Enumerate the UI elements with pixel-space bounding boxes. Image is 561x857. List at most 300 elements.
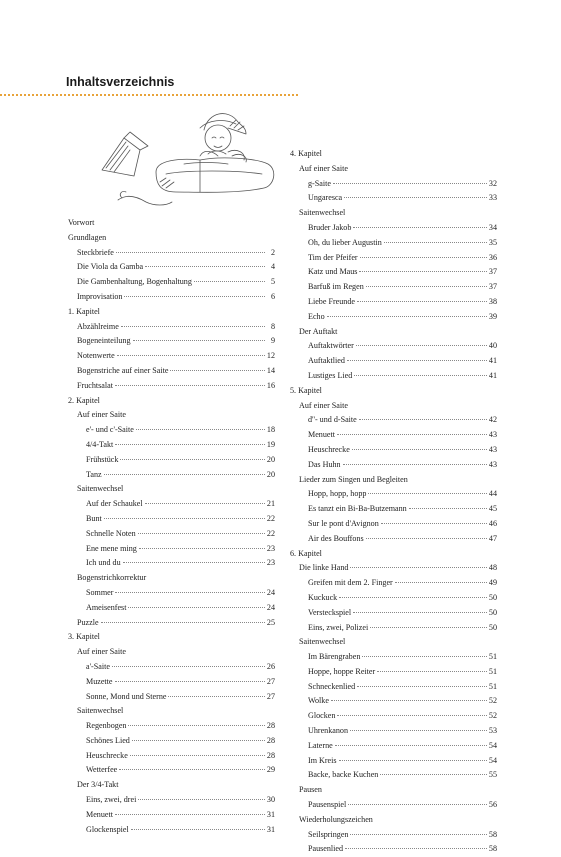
toc-entry-label: Schneckenlied — [308, 681, 356, 691]
toc-entry-label: Wiederholungszeichen — [299, 814, 373, 824]
dot-leader — [357, 686, 487, 687]
dot-leader — [368, 493, 487, 494]
toc-entry-page-number: 28 — [266, 750, 275, 760]
toc-entry — [290, 310, 497, 325]
toc-entry-page-number: 19 — [266, 439, 275, 449]
toc-entry-label: Pausenspiel — [308, 800, 347, 810]
dot-leader — [115, 592, 265, 593]
dot-leader — [380, 774, 487, 775]
toc-entry — [290, 339, 497, 354]
dot-leader — [121, 326, 265, 327]
toc-entry — [290, 458, 497, 473]
toc-entry-label: 5. Kapitel — [290, 385, 322, 395]
toc-entry-label: Auf der Schaukel — [86, 499, 143, 509]
toc-entry-label: Bruder Jakob — [308, 222, 352, 232]
toc-entry-label: Steckbriefe — [77, 247, 114, 257]
toc-entry — [290, 828, 497, 843]
toc-entry-page-number: 51 — [488, 652, 497, 662]
toc-entry-label: Hoppe, hoppe Reiter — [308, 666, 376, 676]
toc-entry-label: Bogeneinteilung — [77, 336, 131, 346]
toc-entry — [290, 473, 497, 488]
toc-entry-page-number: 55 — [488, 770, 497, 780]
dot-leader — [339, 760, 487, 761]
toc-entry — [290, 842, 497, 857]
toc-entry — [68, 423, 275, 438]
toc-entry-page-number: 54 — [488, 740, 497, 750]
toc-entry-label: 1. Kapitel — [68, 306, 100, 316]
toc-entry-label: Im Bärengraben — [308, 652, 361, 662]
dot-leader — [168, 696, 265, 697]
toc-entry-label: a'-Saite — [86, 661, 110, 671]
toc-entry-label: Sur le pont d'Avignon — [308, 518, 379, 528]
toc-entry-label: Eins, zwei, drei — [86, 795, 137, 805]
toc-entry-label: Ene mene ming — [86, 543, 137, 553]
toc-entry — [290, 680, 497, 695]
toc-entry — [68, 379, 275, 394]
toc-entry-page-number: 45 — [488, 504, 497, 514]
toc-entry-page-number: 39 — [488, 311, 497, 321]
toc-entry — [68, 334, 275, 349]
toc-entry-label: Es tanzt ein Bi-Ba-Butzemann — [308, 504, 407, 514]
toc-entry-label: Auftaktwörter — [308, 341, 354, 351]
toc-entry — [290, 547, 497, 562]
toc-entry — [68, 793, 275, 808]
toc-entry-page-number: 48 — [488, 563, 497, 573]
toc-entry-label: Heuschrecke — [308, 444, 350, 454]
dot-leader — [370, 627, 487, 628]
toc-entry-label: Air des Bouffons — [308, 533, 364, 543]
toc-entry — [68, 690, 275, 705]
toc-entry — [68, 630, 275, 645]
toc-entry-label: Der Auftakt — [299, 326, 338, 336]
toc-entry-page-number: 28 — [266, 735, 275, 745]
toc-entry-label: Ameisenfest — [86, 602, 127, 612]
toc-entry — [68, 260, 275, 275]
toc-entry-page-number: 52 — [488, 711, 497, 721]
toc-entry — [290, 443, 497, 458]
dot-leader — [145, 266, 265, 267]
toc-entry-label: Auf einer Saite — [299, 163, 348, 173]
toc-entry-page-number: 9 — [270, 336, 275, 346]
toc-entry-label: Lieder zum Singen und Begleiten — [299, 474, 408, 484]
toc-entry — [68, 527, 275, 542]
toc-entry — [68, 438, 275, 453]
dot-leader — [350, 730, 487, 731]
toc-entry-page-number: 34 — [488, 222, 497, 232]
toc-entry — [68, 571, 275, 586]
toc-entry-page-number: 5 — [270, 277, 275, 287]
dot-leader — [337, 434, 487, 435]
toc-entry-label: Menuett — [308, 430, 335, 440]
toc-entry — [290, 354, 497, 369]
toc-entry-page-number: 54 — [488, 755, 497, 765]
toc-entry — [290, 384, 497, 399]
toc-entry-page-number: 35 — [488, 237, 497, 247]
toc-entry — [68, 616, 275, 631]
toc-entry-page-number: 51 — [488, 681, 497, 691]
dot-leader — [139, 548, 265, 549]
toc-entry-page-number: 50 — [488, 607, 497, 617]
toc-entry — [68, 660, 275, 675]
dot-leader — [357, 301, 487, 302]
dot-leader — [331, 700, 487, 701]
toc-entry — [68, 734, 275, 749]
toc-entry — [290, 621, 497, 636]
toc-entry — [290, 650, 497, 665]
toc-entry — [68, 586, 275, 601]
toc-entry-page-number: 22 — [266, 513, 275, 523]
toc-entry — [68, 512, 275, 527]
toc-entry-page-number: 31 — [266, 824, 275, 834]
toc-entry-page-number: 51 — [488, 666, 497, 676]
toc-entry-label: Echo — [308, 311, 325, 321]
toc-entry-page-number: 20 — [266, 454, 275, 464]
toc-entry-page-number: 31 — [266, 809, 275, 819]
dot-leader — [366, 538, 487, 539]
toc-entry — [68, 823, 275, 838]
toc-entry — [68, 275, 275, 290]
toc-entry — [68, 808, 275, 823]
dot-leader — [347, 360, 487, 361]
dot-leader — [409, 508, 487, 509]
toc-entry-label: 6. Kapitel — [290, 548, 322, 558]
toc-entry-page-number: 42 — [488, 415, 497, 425]
toc-entry-page-number: 16 — [266, 380, 275, 390]
toc-entry-label: Puzzle — [77, 617, 99, 627]
toc-entry — [68, 305, 275, 320]
toc-entry-page-number: 26 — [266, 661, 275, 671]
toc-entry-label: Bogenstrichkorrektur — [77, 573, 147, 583]
toc-entry-page-number: 23 — [266, 558, 275, 568]
toc-entry — [290, 709, 497, 724]
toc-entry-page-number: 52 — [488, 696, 497, 706]
toc-entry — [290, 413, 497, 428]
toc-entry-page-number: 43 — [488, 430, 497, 440]
toc-entry-label: Glockenspiel — [86, 824, 129, 834]
dot-leader — [345, 848, 487, 849]
dot-leader — [362, 656, 487, 657]
toc-entry — [290, 561, 497, 576]
toc-entry-label: Barfuß im Regen — [308, 282, 364, 292]
toc-entry-page-number: 21 — [266, 499, 275, 509]
toc-entry-label: Improvisation — [77, 291, 123, 301]
toc-entry-label: Versteckspiel — [308, 607, 352, 617]
toc-entry — [68, 216, 275, 231]
toc-entry-label: Auf einer Saite — [77, 647, 126, 657]
toc-entry-page-number: 18 — [266, 425, 275, 435]
toc-entry-label: 3. Kapitel — [68, 632, 100, 642]
toc-entry — [68, 704, 275, 719]
dot-leader — [339, 597, 487, 598]
dot-leader — [348, 804, 487, 805]
dot-leader — [343, 464, 487, 465]
toc-entry-label: Hopp, hopp, hopp — [308, 489, 367, 499]
toc-entry-page-number: 49 — [488, 578, 497, 588]
dot-leader — [327, 316, 487, 317]
dot-leader — [145, 503, 265, 504]
dot-leader — [354, 375, 487, 376]
toc-entry-page-number: 50 — [488, 592, 497, 602]
toc-entry-label: Die Gambenhaltung, Bogenhaltung — [77, 277, 192, 287]
toc-entry-page-number: 44 — [488, 489, 497, 499]
dot-leader — [395, 582, 487, 583]
toc-entry-page-number: 46 — [488, 518, 497, 528]
toc-entry-page-number: 4 — [270, 262, 275, 272]
toc-entry-label: Fruchtsalat — [77, 380, 113, 390]
toc-right-column — [290, 147, 497, 857]
dot-leader — [115, 681, 265, 682]
toc-entry-label: Seilspringen — [308, 829, 349, 839]
toc-entry-page-number: 27 — [266, 676, 275, 686]
toc-entry-label: Der 3/4-Takt — [77, 780, 119, 790]
toc-entry-label: 2. Kapitel — [68, 395, 100, 405]
toc-entry-label: Saitenwechsel — [77, 706, 124, 716]
toc-entry-page-number: 24 — [266, 587, 275, 597]
dot-leader — [138, 533, 265, 534]
toc-entry — [290, 694, 497, 709]
toc-entry-page-number: 24 — [266, 602, 275, 612]
toc-entry-label: Sonne, Mond und Sterne — [86, 691, 167, 701]
toc-entry — [290, 399, 497, 414]
toc-entry-page-number: 47 — [488, 533, 497, 543]
toc-entry — [290, 325, 497, 340]
dot-leader — [133, 340, 266, 341]
toc-entry-page-number: 33 — [488, 193, 497, 203]
toc-entry-page-number: 32 — [488, 178, 497, 188]
toc-entry — [290, 265, 497, 280]
dot-leader — [104, 518, 265, 519]
dot-leader — [132, 740, 265, 741]
toc-entry-label: Grundlagen — [68, 232, 107, 242]
toc-entry — [68, 246, 275, 261]
toc-entry — [290, 783, 497, 798]
toc-entry-label: Muzette — [86, 676, 113, 686]
dot-leader — [350, 567, 487, 568]
toc-entry-page-number: 28 — [266, 721, 275, 731]
toc-entry — [290, 206, 497, 221]
toc-entry — [68, 408, 275, 423]
dot-leader — [360, 257, 487, 258]
toc-entry-label: Bogenstriche auf einer Saite — [77, 365, 169, 375]
toc-entry — [68, 468, 275, 483]
toc-entry-page-number: 53 — [488, 726, 497, 736]
toc-entry-label: Tanz — [86, 469, 102, 479]
toc-entry-label: Saitenwechsel — [299, 637, 346, 647]
toc-entry-label: Ich und du — [86, 558, 121, 568]
dot-leader — [356, 345, 487, 346]
toc-entry — [290, 591, 497, 606]
dot-leader — [194, 281, 265, 282]
toc-entry-label: Saitenwechsel — [299, 208, 346, 218]
toc-entry-page-number: 58 — [488, 844, 497, 854]
toc-entry-page-number: 43 — [488, 444, 497, 454]
dot-leader — [381, 523, 487, 524]
dot-leader — [123, 562, 265, 563]
dotted-divider — [0, 94, 298, 96]
toc-entry-label: Heuschrecke — [86, 750, 128, 760]
dot-leader — [353, 227, 487, 228]
toc-entry — [290, 665, 497, 680]
dot-leader — [115, 814, 265, 815]
dot-leader — [124, 296, 265, 297]
toc-entry-page-number: 37 — [488, 282, 497, 292]
toc-entry — [68, 349, 275, 364]
toc-entry — [290, 295, 497, 310]
toc-entry-page-number: 12 — [266, 351, 275, 361]
toc-entry — [68, 601, 275, 616]
toc-entry-label: Liebe Freunde — [308, 296, 355, 306]
toc-entry-label: Vorwort — [68, 218, 95, 227]
toc-entry — [290, 236, 497, 251]
dot-leader — [333, 183, 487, 184]
toc-entry — [290, 768, 497, 783]
toc-entry-label: Eins, zwei, Polizei — [308, 622, 369, 632]
toc-entry — [68, 497, 275, 512]
toc-entry-label: Im Kreis — [308, 755, 337, 765]
toc-entry-label: Wolke — [308, 696, 329, 706]
dot-leader — [170, 370, 265, 371]
toc-entry-page-number: 41 — [488, 370, 497, 380]
toc-entry-label: 4/4-Takt — [86, 439, 114, 449]
dot-leader — [344, 197, 487, 198]
dot-leader — [104, 474, 265, 475]
toc-entry-label: Notenwerte — [77, 351, 115, 361]
toc-entry-label: Katz und Maus — [308, 267, 358, 277]
dot-leader — [352, 449, 487, 450]
toc-entry — [68, 394, 275, 409]
dot-leader — [115, 385, 265, 386]
toc-entry — [290, 754, 497, 769]
toc-entry — [68, 542, 275, 557]
dot-leader — [359, 271, 487, 272]
toc-entry-page-number: 30 — [266, 795, 275, 805]
toc-entry-label: Saitenwechsel — [77, 484, 124, 494]
toc-entry-page-number: 41 — [488, 356, 497, 366]
dot-leader — [384, 242, 487, 243]
toc-entry-label: Die Viola da Gamba — [77, 262, 144, 272]
toc-left-column — [68, 216, 275, 837]
toc-entry-label: 4. Kapitel — [290, 149, 322, 158]
toc-entry — [68, 482, 275, 497]
toc-entry-page-number: 56 — [488, 800, 497, 810]
toc-entry — [68, 364, 275, 379]
toc-entry-label: Schönes Lied — [86, 735, 130, 745]
toc-entry — [68, 675, 275, 690]
dot-leader — [337, 715, 487, 716]
toc-entry — [290, 191, 497, 206]
toc-entry-label: Schnelle Noten — [86, 528, 136, 538]
toc-entry-page-number: 37 — [488, 267, 497, 277]
dot-leader — [353, 612, 487, 613]
toc-entry — [290, 369, 497, 384]
toc-entry-page-number: 38 — [488, 296, 497, 306]
toc-entry — [290, 221, 497, 236]
dot-leader — [335, 745, 487, 746]
child-with-viol-case-illustration — [96, 98, 286, 210]
toc-entry — [68, 290, 275, 305]
toc-entry-page-number: 14 — [266, 365, 275, 375]
toc-entry-label: Uhrenkanon — [308, 726, 349, 736]
toc-entry — [290, 635, 497, 650]
dot-leader — [116, 252, 265, 253]
dot-leader — [101, 622, 265, 623]
toc-entry-label: Auf einer Saite — [299, 400, 348, 410]
toc-entry-page-number: 6 — [270, 291, 275, 301]
toc-entry — [68, 556, 275, 571]
toc-entry — [68, 778, 275, 793]
toc-entry — [68, 763, 275, 778]
toc-entry — [290, 177, 497, 192]
toc-entry-label: e'- und c'-Saite — [86, 425, 134, 435]
toc-entry-page-number: 20 — [266, 469, 275, 479]
toc-entry-label: Frühstück — [86, 454, 119, 464]
toc-entry-label: Abzählreime — [77, 321, 119, 331]
dot-leader — [119, 769, 265, 770]
toc-entry-label: Pausen — [299, 785, 322, 795]
toc-entry — [290, 147, 497, 162]
dot-leader — [350, 834, 487, 835]
toc-entry-page-number: 29 — [266, 765, 275, 775]
toc-entry-page-number: 36 — [488, 252, 497, 262]
toc-entry-label: Oh, du lieber Augustin — [308, 237, 382, 247]
toc-entry-label: Auf einer Saite — [77, 410, 126, 420]
toc-entry-page-number: 25 — [266, 617, 275, 627]
toc-entry-page-number: 40 — [488, 341, 497, 351]
toc-entry-label: Lustiges Lied — [308, 370, 353, 380]
toc-entry — [290, 487, 497, 502]
toc-entry-label: Bunt — [86, 513, 102, 523]
toc-entry-page-number: 58 — [488, 829, 497, 839]
dot-leader — [136, 429, 265, 430]
toc-entry-label: Greifen mit dem 2. Finger — [308, 578, 393, 588]
toc-entry-label: Glocken — [308, 711, 336, 721]
toc-entry — [68, 719, 275, 734]
toc-entry-page-number: 27 — [266, 691, 275, 701]
dot-leader — [130, 755, 265, 756]
toc-entry — [290, 428, 497, 443]
toc-entry-label: Kuckuck — [308, 592, 338, 602]
page-title: Inhaltsverzeichnis — [66, 75, 175, 89]
toc-entry — [68, 231, 275, 246]
toc-entry-page-number: 50 — [488, 622, 497, 632]
toc-entry — [68, 320, 275, 335]
toc-entry — [290, 532, 497, 547]
toc-entry — [290, 606, 497, 621]
toc-entry — [290, 280, 497, 295]
toc-entry-label: Auftaktlied — [308, 356, 345, 366]
toc-entry-label: Regenbogen — [86, 721, 127, 731]
dot-leader — [128, 607, 265, 608]
toc-entry-label: Das Huhn — [308, 459, 341, 469]
toc-entry — [290, 798, 497, 813]
dot-leader — [359, 419, 487, 420]
toc-entry — [290, 576, 497, 591]
toc-entry — [68, 453, 275, 468]
toc-entry-label: Pausenlied — [308, 844, 344, 854]
dot-leader — [131, 829, 265, 830]
toc-entry-label: Sommer — [86, 587, 114, 597]
dot-leader — [366, 286, 487, 287]
toc-entry-label: Backe, backe Kuchen — [308, 770, 379, 780]
toc-entry — [290, 251, 497, 266]
toc-entry — [68, 749, 275, 764]
toc-entry — [290, 517, 497, 532]
toc-entry-page-number: 43 — [488, 459, 497, 469]
toc-entry-label: Die linke Hand — [299, 563, 349, 573]
toc-entry-page-number: 8 — [270, 321, 275, 331]
toc-entry-label: Laterne — [308, 740, 333, 750]
toc-entry-label: Menuett — [86, 809, 113, 819]
